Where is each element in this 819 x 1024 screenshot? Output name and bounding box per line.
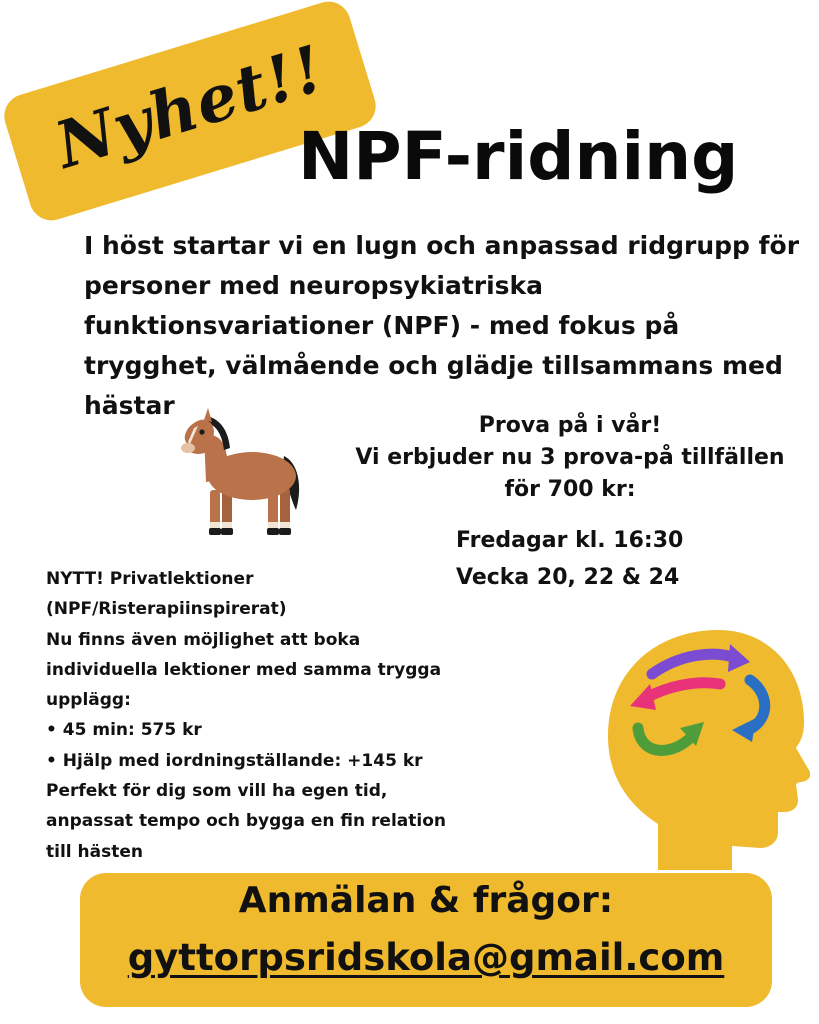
contact-title: Anmälan & frågor:: [238, 880, 614, 921]
trial-offer: [330, 410, 810, 506]
private-line: Nu finns även möjlighet att boka: [46, 629, 361, 650]
private-line: individuella lektioner med samma trygga: [46, 659, 442, 680]
trial-line: Vi erbjuder nu 3 prova-på tillfällen: [355, 445, 785, 470]
private-line: till hästen: [46, 841, 143, 862]
price-item: • Hjälp med iordningställande: +145 kr: [46, 750, 423, 771]
private-line: NYTT! Privatlektioner: [46, 569, 254, 589]
page-title: NPF-ridning: [298, 118, 739, 195]
private-line: upplägg:: [46, 690, 131, 711]
trial-line: för 700 kr:: [504, 477, 636, 502]
horse-icon: [176, 406, 310, 544]
schedule-line: Vecka 20, 22 & 24: [456, 565, 680, 590]
contact-email-link[interactable]: gyttorpsridskola@gmail.com: [127, 936, 725, 979]
private-lessons: [46, 564, 566, 867]
trial-line: Prova på i vår!: [478, 413, 662, 438]
intro-paragraph: I höst startar vi en lugn och anpassad ridgrupp för personer med neuropsykiatriska funktionsvariationer (NPF) - med fokus på trygghet, välmående och glädje tillsammans med hästar: [84, 231, 800, 420]
private-line: anpassat tempo och bygga en fin relation: [46, 811, 446, 832]
private-line: Perfekt för dig som vill ha egen tid,: [46, 781, 388, 802]
price-item: • 45 min: 575 kr: [46, 720, 202, 741]
private-line: (NPF/Risterapiinspirerat): [46, 599, 287, 620]
nyhet-badge-text: Nyhet!!: [47, 31, 333, 184]
head-arrows-icon: [600, 618, 810, 872]
schedule-line: Fredagar kl. 16:30: [456, 528, 684, 553]
